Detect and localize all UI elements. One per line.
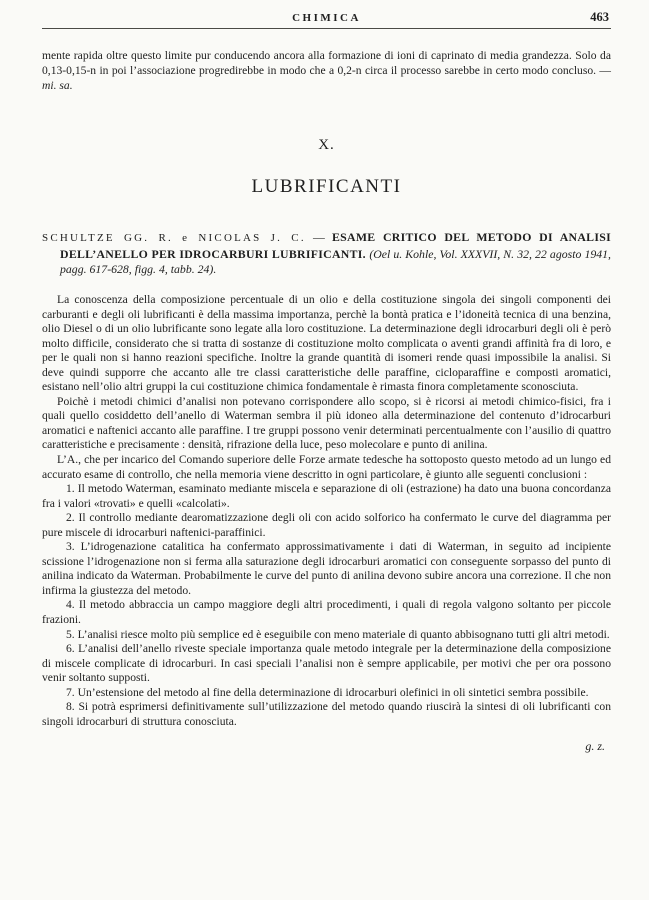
page-number: 463 bbox=[590, 10, 609, 24]
abstract-paragraph: L’A., che per incarico del Comando superiore delle Forze armate tedesche ha sottoposto questo metodo ad un lungo ed accurato esame di controllo, che nella memoria viene descritto in ogni particolare, è giunto alle seguenti conclusioni : bbox=[42, 453, 611, 481]
section-title: LUBRIFICANTI bbox=[251, 176, 402, 198]
conclusion-item-1: 1. Il metodo Waterman, esaminato mediante miscela e separazione di oli (estrazione) ha dato una buona concordanza fra i valori «trovati» e quelli «calcolati». bbox=[42, 482, 611, 510]
journal-title: CHIMICA bbox=[292, 12, 361, 24]
conclusion-item-3: 3. L’idrogenazione catalitica ha confermato approssimativamente i dati di Waterman, in seguito ad incipiente scissione l’idrogenazione non si ferma alla saturazione degli idrocarburi aromatici con conseguente sorpasso del punto di anilina indicato da Waterman. Probabilmente le curve del punto di anilina devono subire ancora una correzione. Il che non infirma la giustezza del metodo. bbox=[42, 540, 611, 597]
article-heading bbox=[42, 230, 611, 277]
conclusion-item-7: 7. Un’estensione del metodo al fine della determinazione di idrocarburi olefinici in oli sintetici sembra possibile. bbox=[66, 685, 589, 699]
conclusion-item-8: 8. Si potrà esprimersi definitivamente sull’utilizzazione del metodo quando riuscirà la sintesi di oli lubrificanti con singoli idrocarburi di struttura conosciuta. bbox=[42, 700, 611, 728]
conclusion-item-2: 2. Il controllo mediante dearomatizzazione degli oli con acido solforico ha confermato le curve del diagramma per pure miscele di idrocarburi naftenici-paraffinici. bbox=[42, 511, 611, 539]
abstract-paragraph: Poichè i metodi chimici d’analisi non potevano corrispondere allo scopo, si è ricorsi ai metodi chimico-fisici, fra i quali quello cosiddetto dell’anello di Waterman sembra il più idoneo alla determinazione del contenuto d’idrocarburi aromatici e naftenici accanto alle paraffine. I tre gruppi possono venir determinati percentualmente con l’ausilio di quattro caratteristiche e precisamente : densità, rifrazione della luce, peso molecolare e punto di anilina. bbox=[42, 394, 611, 452]
article-title: ESAME CRITICO DEL METODO DI ANALISI DELL’ANELLO PER IDROCARBURI LUBRIFICANTI. bbox=[60, 230, 611, 261]
header-rule bbox=[42, 28, 611, 29]
previous-reviewer-initials: mi. sa. bbox=[42, 78, 73, 92]
article-reference: (Oel u. Kohle, Vol. XXXVII, N. 32, 22 agosto 1941, pagg. 617-628, figg. 4, tabb. 24). bbox=[60, 246, 612, 276]
continuation-text: mente rapida oltre questo limite pur conducendo ancora alla formazione di ioni di caprinato di media grandezza. Solo da 0,13-0,15-n in poi l’associazione progredirebbe in modo che a 0,2-n circa il processo sarebbe in certo modo concluso. — bbox=[42, 49, 611, 77]
article-authors: SCHULTZE GG. R. e NICOLAS J. C. bbox=[42, 232, 306, 245]
running-head bbox=[42, 10, 611, 26]
conclusion-item-4: 4. Il metodo abbraccia un campo maggiore degli altri procedimenti, i quali di regola valgono soltanto per piccole frazioni. bbox=[42, 598, 611, 627]
reviewer-initials: g. z. bbox=[585, 739, 605, 754]
section-number: X. bbox=[318, 137, 335, 154]
continuation-paragraph bbox=[42, 49, 611, 93]
conclusion-item-6: 6. L’analisi dell’anello riveste speciale importanza quale metodo integrale per la determinazione della composizione di miscele complicate di idrocarburi. In casi speciali l’analisi non è sempre applicabile, per motivi che per ora possono venir soltanto supposti. bbox=[42, 642, 611, 685]
abstract-body bbox=[42, 293, 611, 729]
conclusion-item-5: 5. L’analisi riesce molto più semplice ed è eseguibile con meno materiale di quanto abbisognano tutti gli altri metodi. bbox=[66, 627, 610, 641]
authors-title-separator: — bbox=[305, 230, 332, 245]
abstract-paragraph: La conoscenza della composizione percentuale di un olio e della costituzione singola dei singoli componenti dei carburanti e degli oli lubrificanti è della massima importanza, perchè la bontà pratica e l’idoneità tecnica di una benzina, olio Diesel o di un olio lubrificante sono legate alla loro costituzione. La determinazione degli idrocarburi degli oli è però molto difficile, considerato che si tratta di sostanze di costituzione molto complicata o aventi grandi affinità fra di loro, e per le quali non si hanno reazioni specifiche. Inoltre la grande quantità di isomeri rende quasi impossibile la analisi. Si deve quindi supporre che accanto alle tre classi caratteristiche delle paraffine, cicloparaffine e composti aromatici, esistano nell’olio altri gruppi la cui costituzione chimica fondamentale è rimasta finora completamente sconosciuta. bbox=[42, 293, 611, 394]
